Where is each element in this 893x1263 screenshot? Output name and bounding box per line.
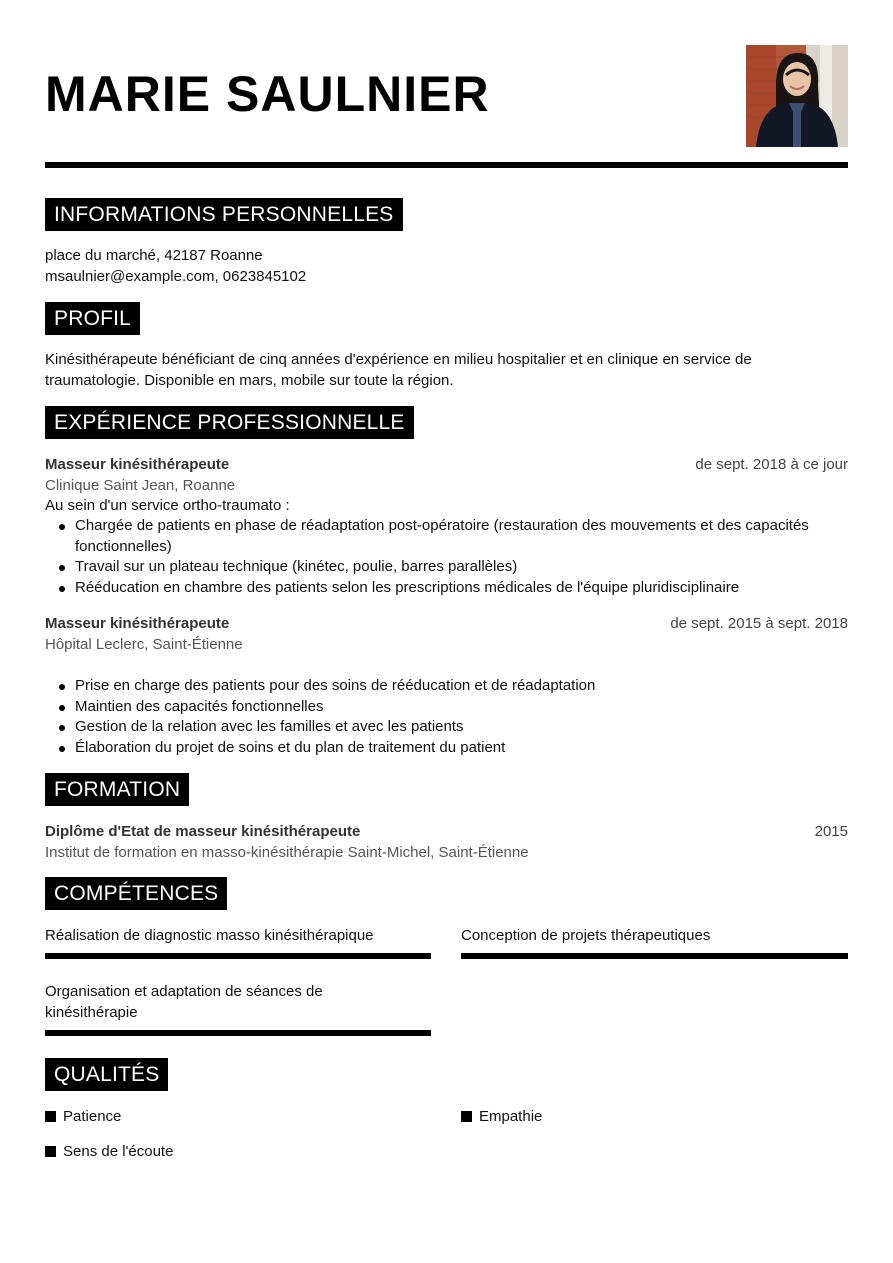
quality-item: [45, 1106, 121, 1127]
list-item: Prise en charge des patients pour des soins de rééducation et de réadaptation: [75, 676, 848, 697]
list-item: Chargée de patients en phase de réadaptation post-opératoire (restauration des mouvements et des capacités fonctionnelles): [75, 516, 848, 557]
quality-item: [45, 1141, 173, 1162]
square-bullet-icon: [45, 1146, 56, 1157]
skill-label: Conception de projets thérapeutiques: [461, 927, 711, 944]
header-divider: [45, 162, 848, 168]
skill-label: Organisation et adaptation de séances de kinésithérapie: [45, 983, 323, 1021]
profile-text: Kinésithérapeute bénéficiant de cinq années d'expérience en milieu hospitalier et en clinique en service de traumatologie. Disponible en mars, mobile sur toute la région.: [45, 351, 752, 389]
degree-title: Diplôme d'Etat de masseur kinésithérapeute: [45, 823, 361, 840]
skill-level-bar: [461, 953, 848, 959]
section-heading-qualities: QUALITÉS: [45, 1058, 168, 1091]
candidate-name: MARIE SAULNIER: [45, 66, 490, 122]
job-duties-list: [45, 516, 848, 598]
square-bullet-icon: [45, 1111, 56, 1122]
quality-label: Sens de l'écoute: [63, 1143, 174, 1160]
list-item: Gestion de la relation avec les familles et avec les patients: [75, 717, 848, 738]
address: place du marché, 42187 Roanne: [45, 247, 263, 264]
job-title: Masseur kinésithérapeute: [45, 615, 230, 632]
job-employer: Clinique Saint Jean, Roanne: [45, 477, 236, 494]
job-duties-list: [45, 676, 848, 758]
degree-year: 2015: [814, 823, 848, 840]
list-item: Travail sur un plateau technique (kinétec, poulie, barres parallèles): [75, 557, 848, 578]
section-heading-profile: PROFIL: [45, 302, 140, 335]
quality-label: Empathie: [479, 1108, 543, 1125]
list-item: Élaboration du projet de soins et du plan de traitement du patient: [75, 738, 848, 759]
job-employer: Hôpital Leclerc, Saint-Étienne: [45, 636, 243, 653]
section-heading-skills: COMPÉTENCES: [45, 877, 227, 910]
skill-level-bar: [45, 1030, 431, 1036]
list-item: Maintien des capacités fonctionnelles: [75, 697, 848, 718]
school-name: Institut de formation en masso-kinésithérapie Saint-Michel, Saint-Étienne: [45, 844, 529, 861]
profile-photo: [746, 45, 848, 147]
skill-level-bar: [45, 953, 431, 959]
skill-label: Réalisation de diagnostic masso kinésithérapique: [45, 927, 374, 944]
list-item: Rééducation en chambre des patients selon les prescriptions médicales de l'équipe pluridisciplinaire: [75, 578, 848, 599]
section-heading-education: FORMATION: [45, 773, 189, 806]
section-heading-experience: EXPÉRIENCE PROFESSIONNELLE: [45, 406, 414, 439]
job-date: de sept. 2018 à ce jour: [695, 456, 848, 473]
quality-item: [461, 1106, 542, 1127]
job-intro: Au sein d'un service ortho-traumato :: [45, 497, 290, 514]
section-heading-personal: INFORMATIONS PERSONNELLES: [45, 198, 403, 231]
contact-info: msaulnier@example.com, 0623845102: [45, 268, 307, 285]
square-bullet-icon: [461, 1111, 472, 1122]
quality-label: Patience: [63, 1108, 122, 1125]
job-title: Masseur kinésithérapeute: [45, 456, 230, 473]
job-date: de sept. 2015 à sept. 2018: [670, 615, 848, 632]
